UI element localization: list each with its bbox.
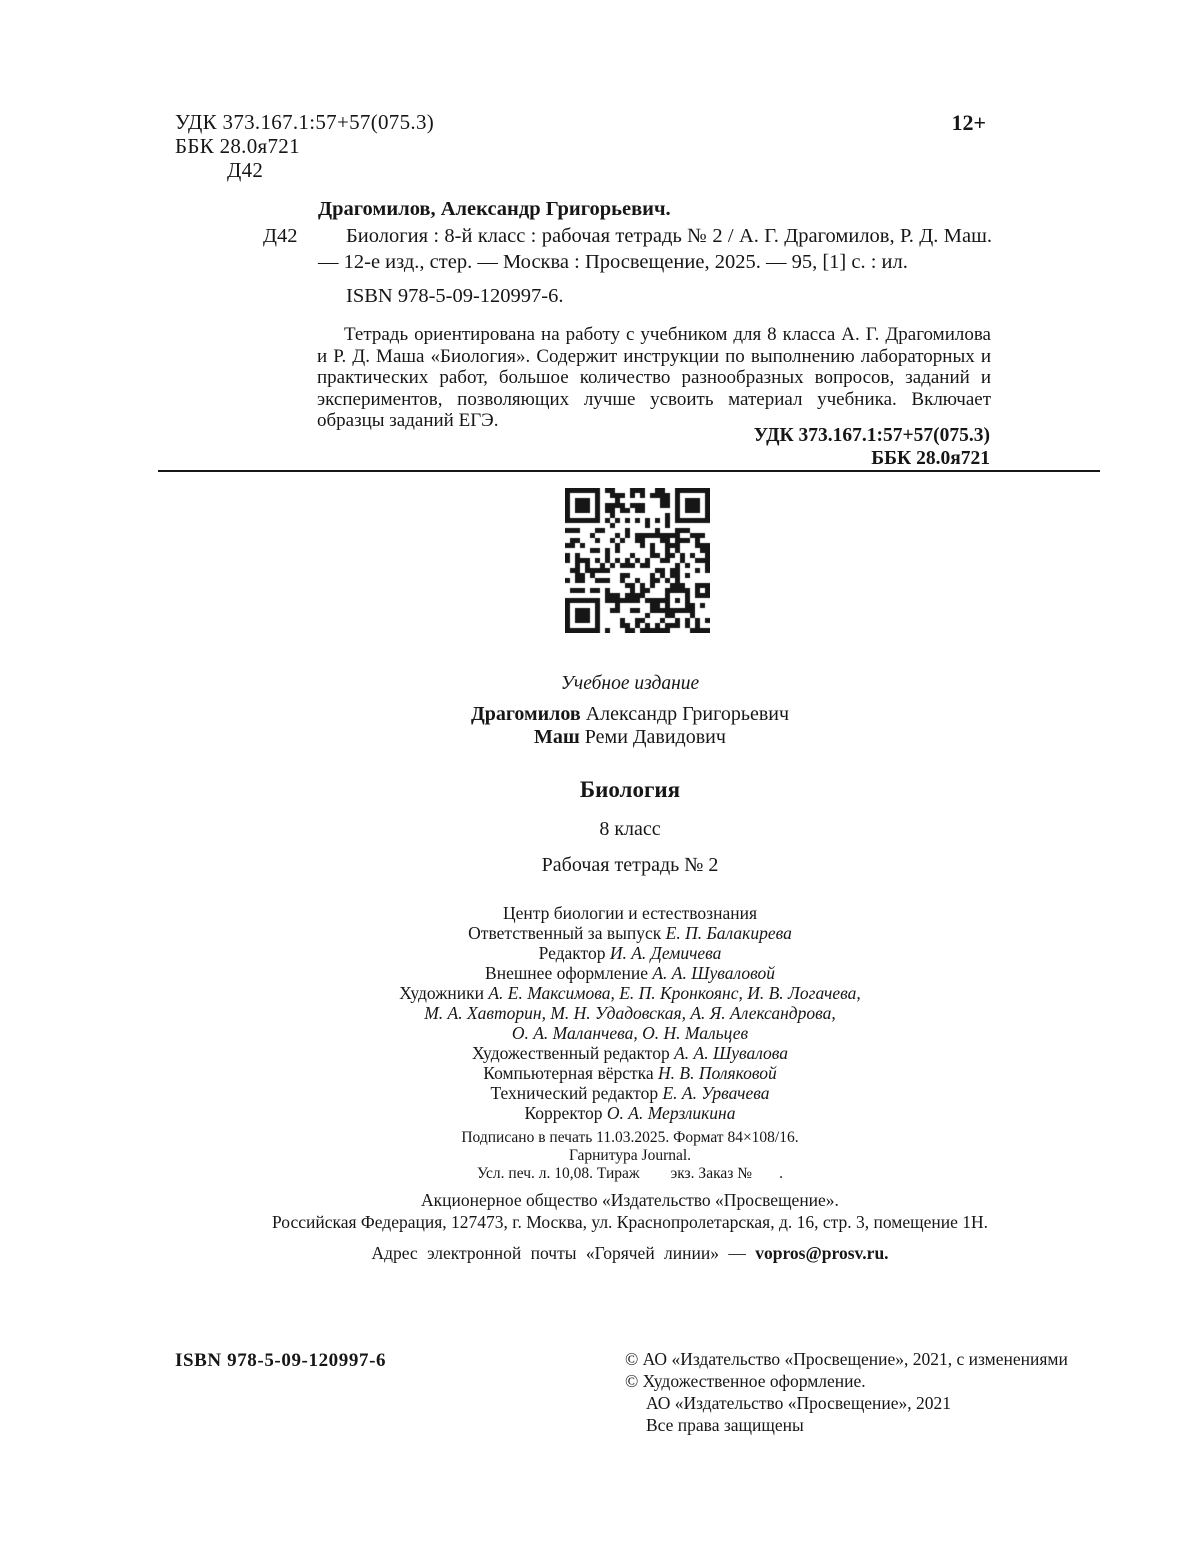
bbk-right: ББК 28.0я721	[871, 448, 990, 469]
credit-person: М. А. Хавторин, М. Н. Удадовская, А. Я. Александрова,	[424, 1003, 836, 1023]
author-surname: Маш	[534, 726, 580, 748]
print-info-line: Гарнитура Journal.	[568, 1147, 692, 1164]
print-info-block	[160, 1129, 1100, 1183]
publisher-address: Российская Федерация, 127473, г. Москва, ул. Краснопролетарская, д. 16, стр. 3, помещение 1Н.	[271, 1212, 988, 1232]
bibliographic-entry	[263, 196, 992, 309]
credit-person: Е. А. Урвачева	[662, 1083, 770, 1103]
bib-author-heading: Драгомилов, Александр Григорьевич.	[318, 198, 671, 220]
credit-person: О. А. Мерзликина	[606, 1103, 736, 1123]
isbn-footer: ISBN 978-5-09-120997-6	[175, 1350, 387, 1371]
publisher-block	[160, 1189, 1100, 1233]
edition-author-1	[160, 703, 1100, 726]
bib-description: Биология : 8-й класс : рабочая тетрадь № 2 / А. Г. Драгомилов, Р. Д. Маш. — 12-е изд., стер. — Москва : Просвещение, 2025. — 95, [1] с. : ил.	[318, 224, 992, 273]
codes-right-block	[318, 424, 990, 470]
author-given-names: Реми Давидович	[579, 726, 726, 748]
credit-role: Редактор	[538, 943, 610, 963]
copyright-line: © Художественное оформление.	[625, 1371, 866, 1391]
hotline-email: vopros@prosv.ru.	[755, 1243, 889, 1263]
bib-isbn: ISBN 978-5-09-120997-6.	[346, 284, 564, 307]
credits-center-name: Центр биологии и естествознания	[502, 903, 757, 923]
credit-person: И. А. Демичева	[609, 943, 722, 963]
udc-top: УДК 373.167.1:57+57(075.3)	[175, 110, 435, 134]
copyright-block	[625, 1348, 1068, 1436]
credit-line	[160, 1063, 1100, 1083]
credit-role: Художественный редактор	[471, 1043, 675, 1063]
hotline-email-line	[160, 1243, 1100, 1264]
credit-role: Компьютерная вёрстка	[483, 1063, 659, 1083]
credit-person: А. А. Шувалова	[674, 1043, 789, 1063]
book-subtitle: Рабочая тетрадь № 2	[541, 854, 719, 876]
credit-person: А. А. Шуваловой	[652, 963, 775, 983]
credit-line	[160, 983, 1100, 1003]
publisher-name: Акционерное общество «Издательство «Просвещение».	[421, 1190, 839, 1210]
qr-code	[565, 488, 710, 633]
author-sign-top: Д42	[227, 158, 264, 182]
age-rating-badge: 12+	[951, 110, 986, 135]
author-given-names: Александр Григорьевич	[580, 703, 790, 725]
credit-line	[160, 1103, 1100, 1123]
credit-line	[160, 943, 1100, 963]
print-info-line: Подписано в печать 11.03.2025. Формат 84×108/16.	[461, 1129, 799, 1146]
credit-line	[160, 923, 1100, 943]
credit-line	[160, 1083, 1100, 1103]
credit-line	[160, 1043, 1100, 1063]
credit-person: Н. В. Поляковой	[658, 1063, 777, 1083]
book-title: Биология	[579, 777, 681, 802]
credits-block	[160, 903, 1100, 1123]
book-grade: 8 класс	[599, 818, 661, 840]
divider-rule	[158, 470, 1100, 472]
credit-line	[160, 1023, 1100, 1043]
edition-kind-label: Учебное издание	[560, 673, 700, 694]
credit-role: Внешнее оформление	[485, 963, 653, 983]
copyright-line: © АО «Издательство «Просвещение», 2021, с изменениями	[625, 1349, 1068, 1369]
credit-line	[160, 963, 1100, 983]
credit-role: Художники	[399, 983, 489, 1003]
udc-right: УДК 373.167.1:57+57(075.3)	[753, 425, 990, 446]
copyright-line: Все права защищены	[646, 1415, 804, 1435]
edition-author-2	[160, 726, 1100, 749]
credit-role: Корректор	[524, 1103, 607, 1123]
hotline-email-label: Адрес электронной почты «Горячей линии» —	[371, 1243, 756, 1263]
credit-person: О. А. Маланчева, О. Н. Мальцев	[511, 1023, 749, 1043]
credit-line	[160, 1003, 1100, 1023]
annotation-paragraph: Тетрадь ориентирована на работу с учебником для 8 класса А. Г. Драгомилова и Р. Д. Маша «Биология». Содержит инструкции по выполнению лабораторных и практических работ, большое количество разнообразных вопросов, заданий и экспериментов, позволяющих лучше усвоить материал учебника. Включает образцы заданий ЕГЭ.	[317, 324, 991, 431]
edition-info-column	[160, 672, 1100, 1264]
credit-role: Технический редактор	[490, 1083, 663, 1103]
edition-authors	[160, 703, 1100, 749]
top-codes-block	[175, 110, 434, 182]
author-sign-margin: Д42	[263, 225, 298, 247]
copyright-line: АО «Издательство «Просвещение», 2021	[646, 1393, 952, 1413]
author-surname: Драгомилов	[470, 703, 581, 725]
print-info-line: Усл. печ. л. 10,08. Тираж экз. Заказ № .	[476, 1165, 784, 1182]
credit-person: Е. П. Балакирева	[665, 923, 792, 943]
credit-role: Ответственный за выпуск	[468, 923, 666, 943]
bbk-top: ББК 28.0я721	[175, 134, 300, 158]
credit-person: А. Е. Максимова, Е. П. Кронкоянс, И. В. Логачева,	[488, 983, 861, 1003]
